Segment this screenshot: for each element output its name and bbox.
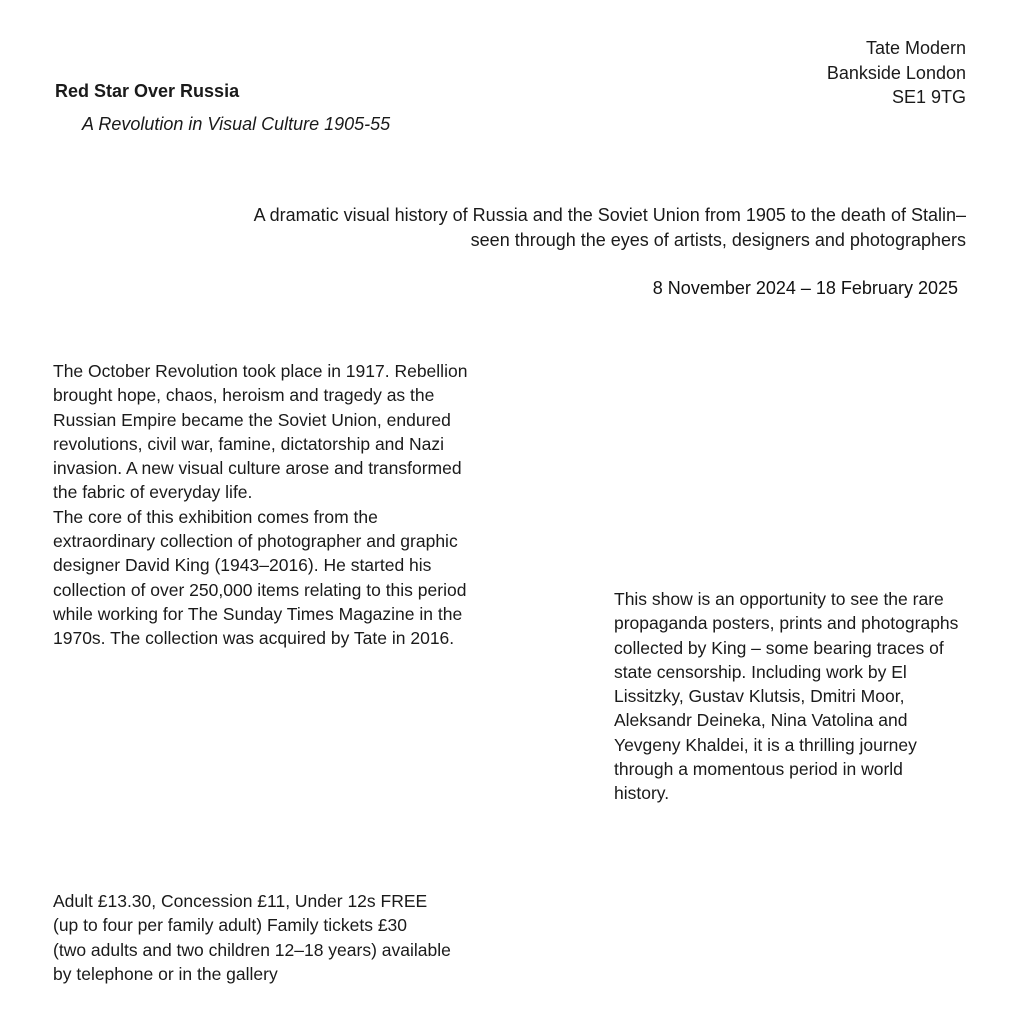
exhibition-title: Red Star Over Russia (55, 81, 240, 101)
exhibition-dates: 8 November 2024 – 18 February 2025 (652, 278, 958, 298)
ticket-line-3: (two adults and two children 12–18 years) available (53, 939, 451, 960)
exhibition-subtitle: A Revolution in Visual Culture 1905-55 (82, 114, 391, 134)
ticket-line-1: Adult £13.30, Concession £11, Under 12s FREE (53, 891, 428, 911)
description-left (53, 359, 483, 651)
address-line-venue: Tate Modern (865, 38, 966, 58)
ticket-line-4: by telephone or in the gallery (53, 963, 278, 984)
ticket-line-2: (up to four per family adult) Family tickets £30 (53, 915, 408, 936)
ticket-prices (53, 889, 451, 986)
paragraph-opportunity: This show is an opportunity to see the rare propaganda posters, prints and photographs collected by King – some bearing traces of state censorship. Including work by El Lissitzky, Gustav Klutsis, Dmitri Moor, Aleksandr Deineka, Nina Vatolina and Yevgeny Khaldei, it is a thrilling journey through a momentous period in world history. (614, 589, 959, 804)
venue-address (827, 36, 966, 110)
paragraph-collection: The core of this exhibition comes from the extraordinary collection of photographer and graphic designer David King (1943–2016). He started his collection of over 250,000 items relating to this period while working for The Sunday Times Magazine in the 1970s. The collection was acquired by Tate in 2016. (53, 506, 467, 649)
tagline-line-2: seen through the eyes of artists, designers and photographers (470, 229, 966, 250)
address-line-postcode: SE1 9TG (891, 87, 966, 107)
exhibition-tagline (254, 203, 966, 252)
tagline-line-1: A dramatic visual history of Russia and the Soviet Union from 1905 to the death of Stalin– (253, 205, 966, 225)
description-right (614, 587, 959, 806)
address-line-street: Bankside London (826, 62, 966, 83)
paragraph-revolution: The October Revolution took place in 1917. Rebellion brought hope, chaos, heroism and tragedy as the Russian Empire became the Soviet Union, endured revolutions, civil war, famine, dictatorship and Nazi invasion. A new visual culture arose and transformed the fabric of everyday life. (53, 361, 468, 503)
